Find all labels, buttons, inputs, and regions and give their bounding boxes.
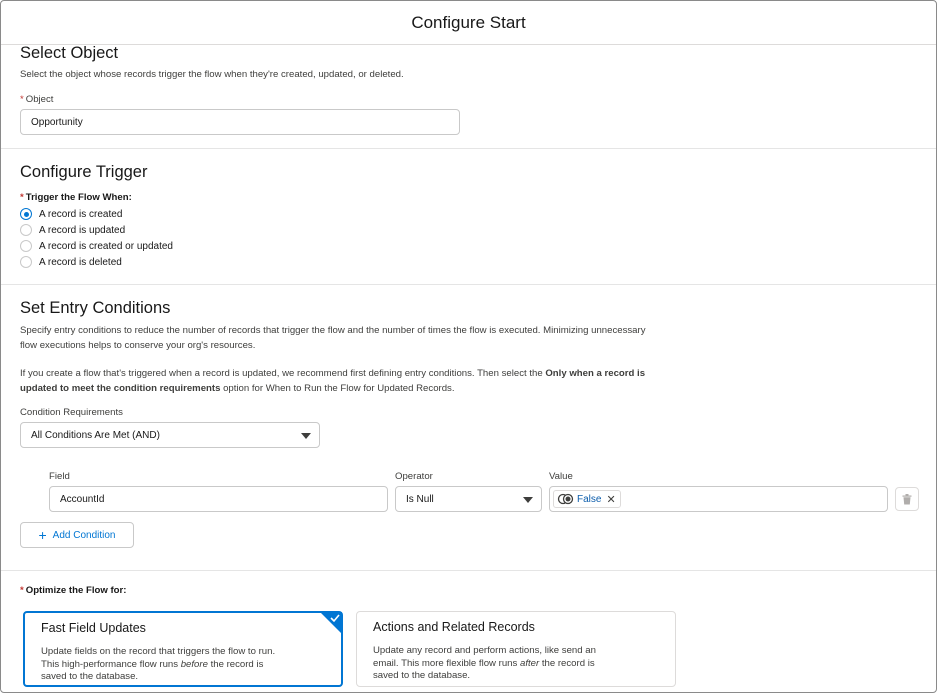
value-column-label: Value bbox=[549, 471, 573, 482]
trash-icon bbox=[902, 494, 912, 505]
select-object-heading: Select Object bbox=[20, 44, 119, 62]
close-icon[interactable]: ✕ bbox=[606, 493, 616, 506]
condition-requirements-label: Condition Requirements bbox=[20, 407, 123, 418]
configure-trigger-heading: Configure Trigger bbox=[20, 163, 148, 181]
option-card-fast-field-updates[interactable] bbox=[23, 611, 343, 687]
add-condition-label: Add Condition bbox=[52, 529, 116, 541]
condition-field-input[interactable] bbox=[49, 486, 388, 512]
radio-button[interactable] bbox=[20, 224, 32, 236]
section-divider bbox=[1, 570, 936, 571]
value-pill-label: False bbox=[577, 493, 602, 505]
chevron-down-icon bbox=[301, 433, 311, 439]
boolean-toggle-icon bbox=[557, 493, 574, 505]
plus-icon: + bbox=[38, 527, 47, 543]
section-divider bbox=[1, 284, 936, 285]
optimize-label: * Optimize the Flow for: bbox=[20, 585, 127, 596]
card-title: Actions and Related Records bbox=[373, 620, 535, 634]
radio-record-updated[interactable]: A record is updated bbox=[20, 224, 125, 236]
object-input[interactable] bbox=[20, 109, 460, 135]
radio-record-deleted[interactable]: A record is deleted bbox=[20, 256, 122, 268]
card-description: Update any record and perform actions, like send an email. This more flexible flow runs after the record is saved to the database. bbox=[373, 645, 596, 681]
condition-requirements-select[interactable] bbox=[20, 422, 320, 448]
radio-button-checked[interactable] bbox=[20, 208, 32, 220]
entry-conditions-heading: Set Entry Conditions bbox=[20, 299, 171, 317]
condition-operator-value: Is Null bbox=[406, 493, 434, 505]
condition-requirements-value: All Conditions Are Met (AND) bbox=[31, 429, 160, 441]
chevron-down-icon bbox=[523, 497, 533, 503]
section-divider bbox=[1, 148, 936, 149]
field-column-label: Field bbox=[49, 471, 70, 482]
entry-conditions-recommendation: If you create a flow that's triggered when a record is updated, we recommend first defining entry conditions. Then select the Only when a record is updated to meet the condition requirements option for When to Run the Flow for Updated Records. bbox=[20, 368, 646, 394]
card-title: Fast Field Updates bbox=[41, 621, 146, 635]
card-description: Update fields on the record that triggers the flow to run. This high-performance flow runs before the record is saved to the database. bbox=[41, 646, 276, 682]
object-input-value: Opportunity bbox=[31, 116, 83, 128]
modal-title: Configure Start bbox=[411, 12, 526, 32]
select-object-description: Select the object whose records trigger the flow when they're created, updated, or deleted. bbox=[20, 69, 404, 80]
add-condition-button[interactable] bbox=[20, 522, 134, 548]
condition-operator-select[interactable] bbox=[395, 486, 542, 512]
radio-record-created-or-updated[interactable]: A record is created or updated bbox=[20, 240, 173, 252]
checkmark-icon bbox=[320, 612, 342, 634]
radio-record-created[interactable]: A record is created bbox=[20, 208, 122, 220]
trigger-label: * Trigger the Flow When: bbox=[20, 192, 132, 203]
object-field-label: * Object bbox=[20, 94, 54, 105]
condition-field-value: AccountId bbox=[60, 493, 105, 505]
entry-conditions-description: Specify entry conditions to reduce the number of records that trigger the flow and the number of times the flow is executed. Minimizing unnecessary flow executions helps to conserve your org's resources. bbox=[20, 325, 646, 351]
delete-condition-button[interactable] bbox=[895, 487, 919, 511]
modal-header bbox=[1, 1, 936, 45]
radio-button[interactable] bbox=[20, 256, 32, 268]
operator-column-label: Operator bbox=[395, 471, 433, 482]
condition-value-input[interactable] bbox=[549, 486, 888, 512]
radio-button[interactable] bbox=[20, 240, 32, 252]
value-pill[interactable] bbox=[553, 490, 621, 508]
option-card-actions-related-records[interactable] bbox=[356, 611, 676, 687]
